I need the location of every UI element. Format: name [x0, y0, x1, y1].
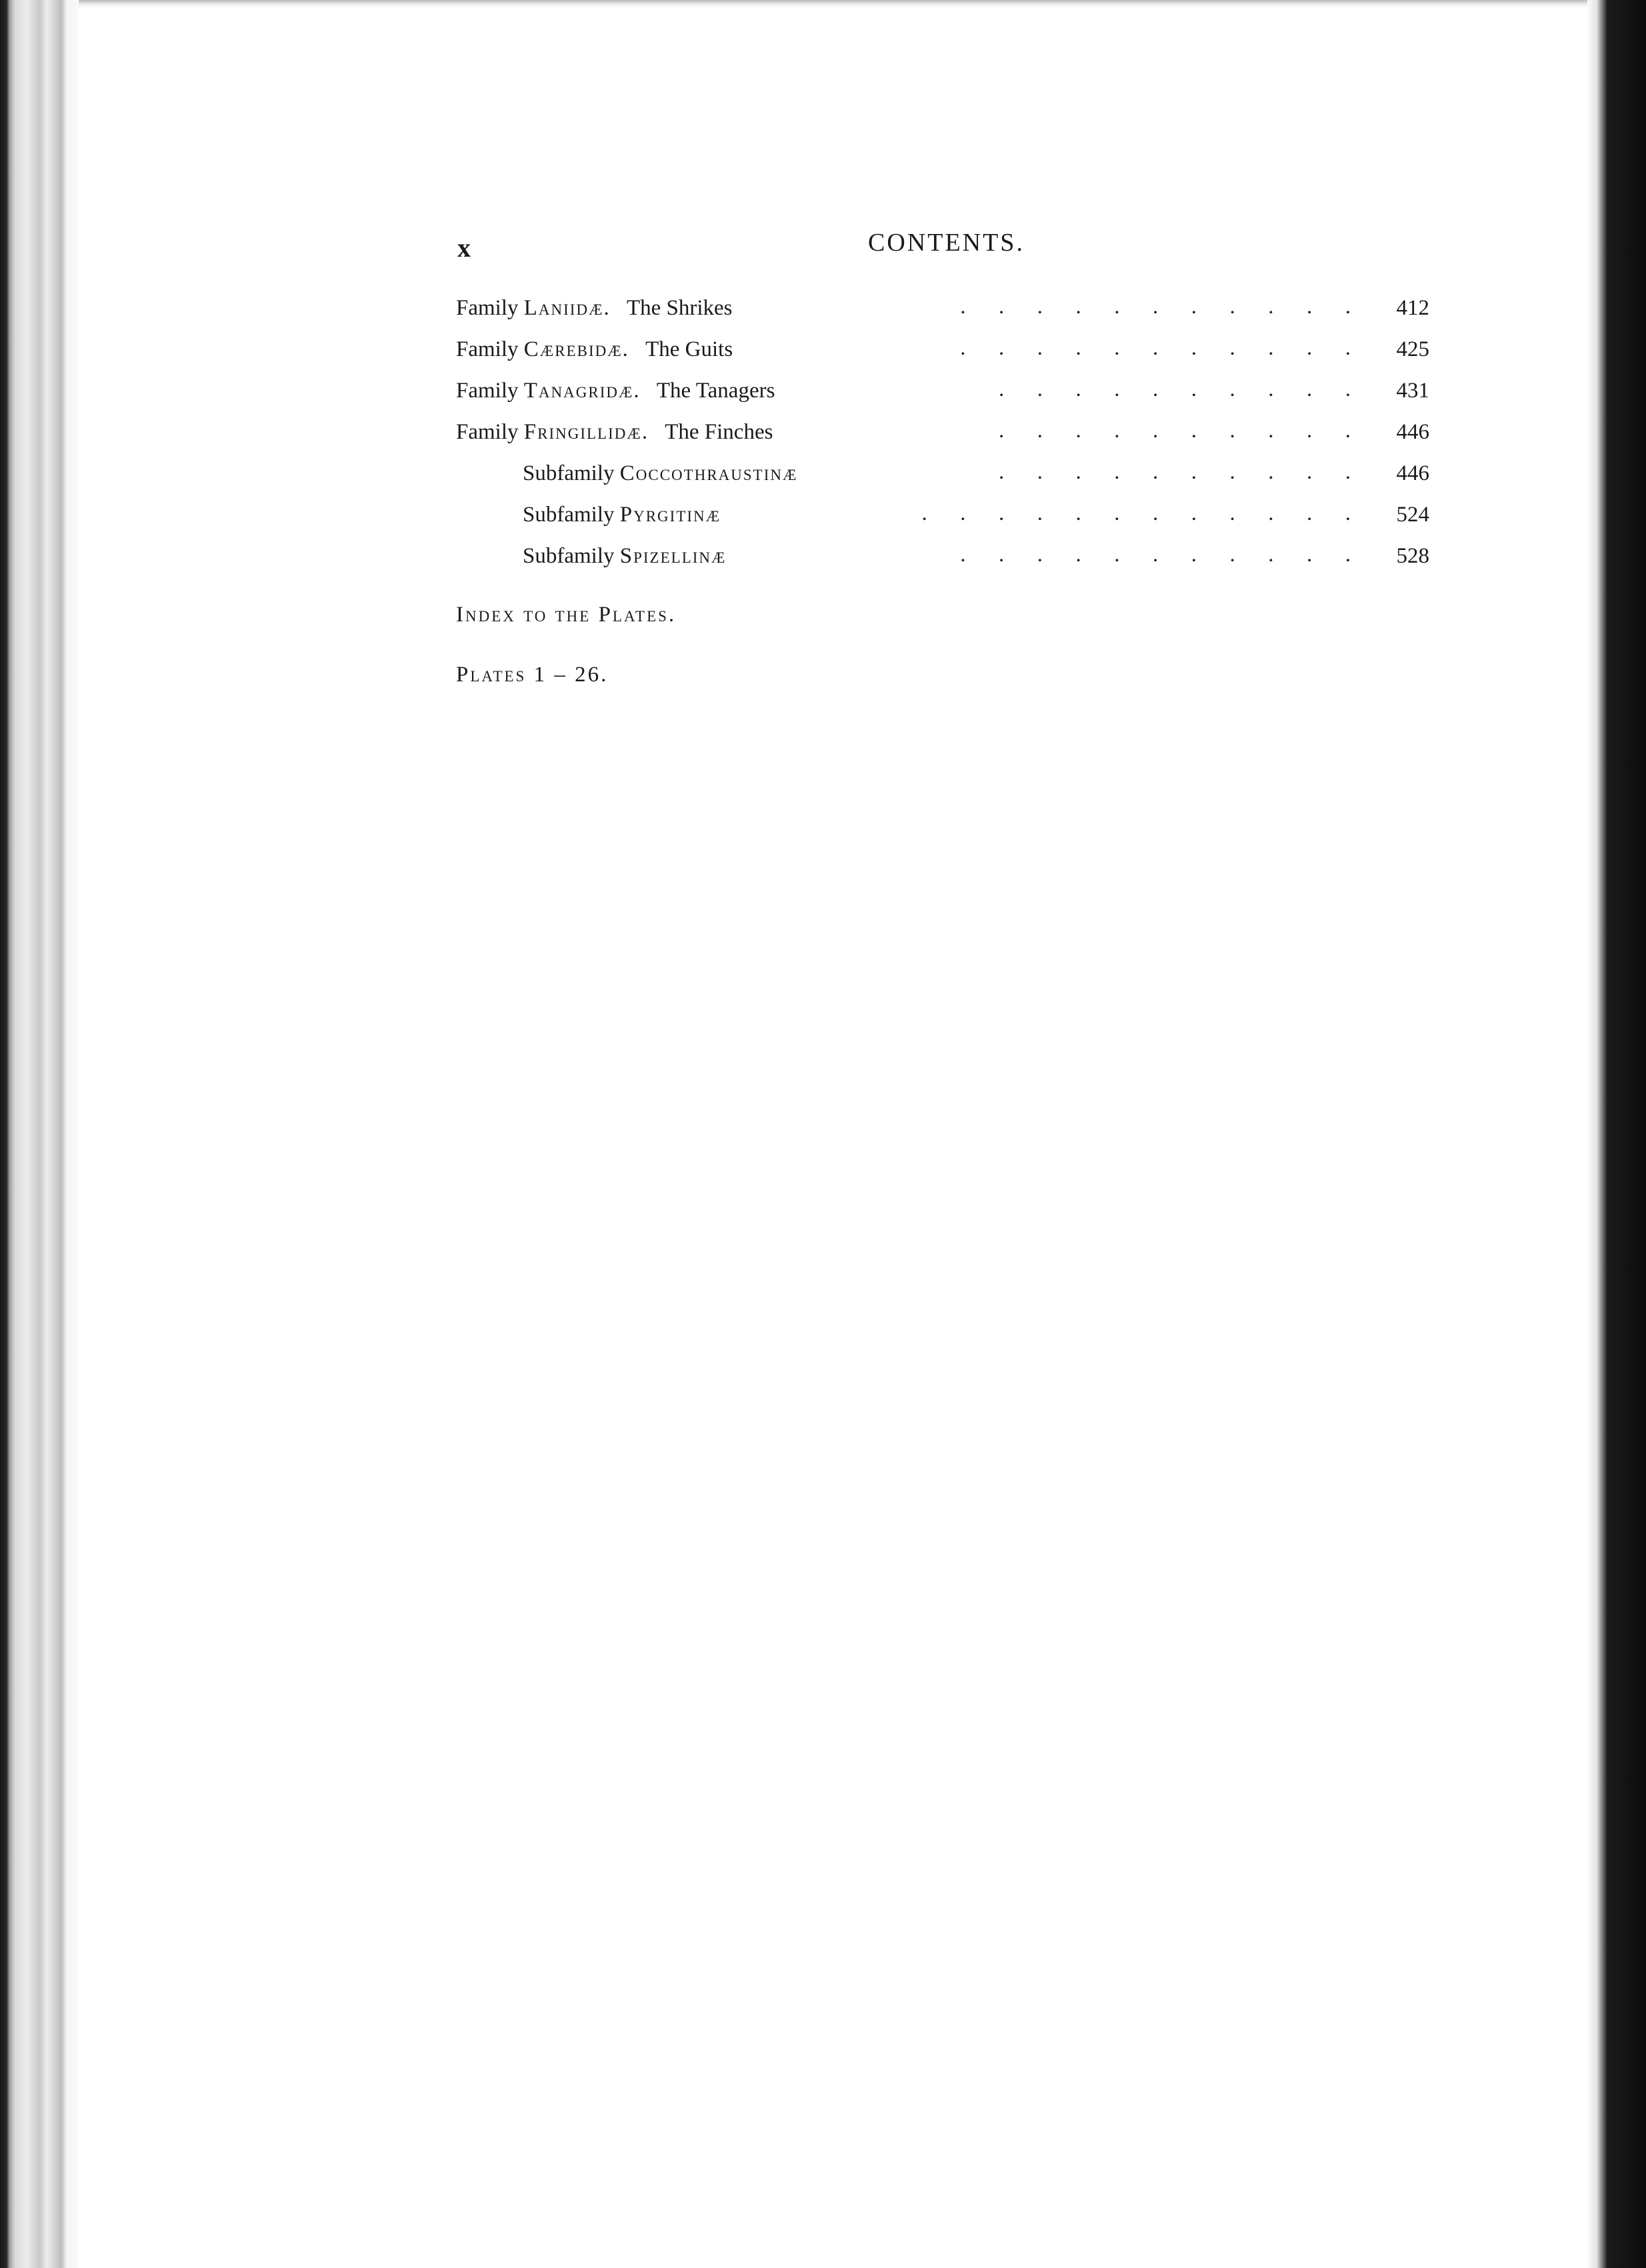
entry-common-name: The Guits: [645, 337, 733, 361]
entry-page: 446: [1396, 420, 1429, 444]
entry-prefix: Subfamily: [523, 503, 615, 527]
scan-top-edge: [79, 0, 1587, 8]
entry-page: 431: [1396, 379, 1429, 403]
scan-right-edge: [1587, 0, 1646, 2268]
page-number: x: [457, 233, 472, 263]
entry-prefix: Subfamily: [523, 544, 615, 568]
index-to-plates: Index to the Plates.: [456, 603, 677, 627]
entry-common-name: The Tanagers: [656, 379, 775, 403]
entry-prefix: Family: [456, 379, 519, 403]
entry-family-name: Cærebidæ.: [523, 337, 629, 361]
entry-prefix: Family: [456, 337, 519, 361]
dot-leader: . . . . . . . . . . .: [960, 336, 1351, 360]
entry-page: 425: [1396, 337, 1429, 361]
entry-family-name: Fringillidæ.: [523, 420, 649, 444]
dot-leader: . . . . . . . . . .: [999, 419, 1351, 443]
entry-subfamily-name: Spizellinæ: [619, 544, 727, 568]
scan-left-edge: [0, 0, 79, 2268]
toc-entry-spizellinae: [523, 544, 1429, 579]
toc-entry-tanagridae: [456, 379, 1429, 413]
entry-common-name: The Finches: [665, 420, 773, 444]
entry-family-name: Tanagridæ.: [523, 379, 641, 403]
entry-common-name: The Shrikes: [626, 296, 733, 320]
plates-range: Plates 1 – 26.: [456, 663, 609, 687]
dot-leader: . . . . . . . . . . .: [960, 543, 1351, 567]
running-head: CONTENTS.: [868, 229, 1025, 257]
entry-page: 446: [1396, 461, 1429, 485]
entry-page: 524: [1396, 503, 1429, 527]
entry-family-name: Laniidæ.: [523, 296, 611, 320]
toc-entry-caerebidae: [456, 337, 1429, 372]
entry-prefix: Family: [456, 420, 519, 444]
dot-leader: . . . . . . . . . . . .: [921, 501, 1351, 525]
entry-page: 528: [1396, 544, 1429, 568]
toc-entry-pyrgitinae: [523, 503, 1429, 537]
dot-leader: . . . . . . . . . .: [999, 460, 1351, 484]
dot-leader: . . . . . . . . . . .: [960, 295, 1351, 319]
entry-page: 412: [1396, 296, 1429, 320]
toc-entry-coccothraustinae: [523, 461, 1429, 496]
entry-prefix: Family: [456, 296, 519, 320]
entry-subfamily-name: Coccothraustinæ: [619, 461, 798, 485]
entry-prefix: Subfamily: [523, 461, 615, 485]
toc-entry-fringillidae: [456, 420, 1429, 455]
entry-subfamily-name: Pyrgitinæ: [619, 503, 721, 527]
dot-leader: . . . . . . . . . .: [999, 377, 1351, 401]
toc-entry-laniidae: [456, 296, 1429, 331]
